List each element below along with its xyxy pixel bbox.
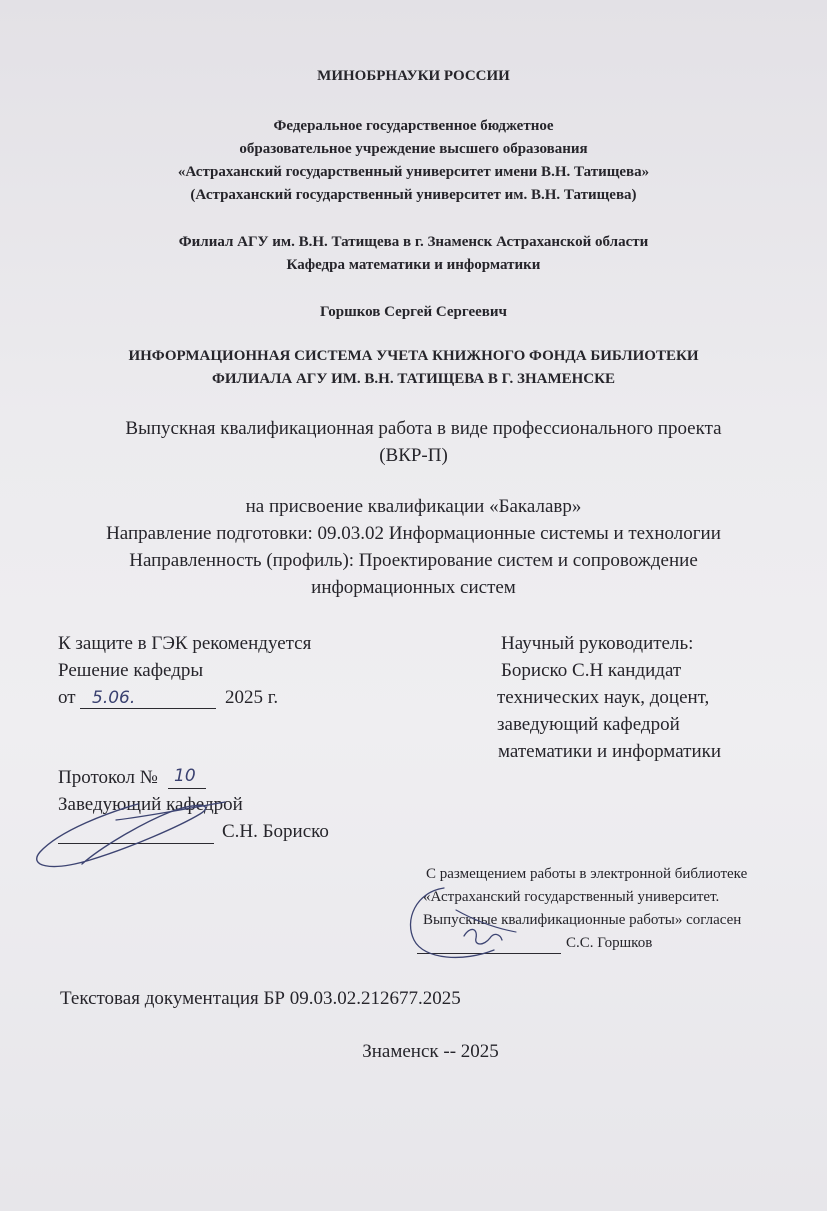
supervisor-line-5: математики и информатики bbox=[498, 741, 722, 762]
branch-name: Филиал АГУ им. В.Н. Татищева в г. Знаменск Астраханской области bbox=[178, 234, 649, 250]
supervisor-line-3: технических наук, доцент, bbox=[497, 687, 710, 708]
supervisor-line-2: Бориско С.Н кандидат bbox=[501, 660, 682, 681]
consent-line-1: С размещением работы в электронной библиотеке bbox=[426, 866, 748, 882]
head-signature bbox=[20, 790, 240, 880]
protocol-underline bbox=[168, 788, 206, 789]
department-name: Кафедра математики и информатики bbox=[286, 257, 541, 273]
thesis-title-line-2: ФИЛИАЛА АГУ ИМ. В.Н. ТАТИЩЕВА В Г. ЗНАМЕНСКЕ bbox=[211, 371, 615, 387]
ministry-heading: МИНОБРНАУКИ РОССИИ bbox=[317, 68, 510, 84]
consent-line-2: «Астраханский государственный университет. bbox=[423, 889, 720, 905]
consent-author-name: С.С. Горшков bbox=[566, 935, 653, 951]
city-year: Знаменск -- 2025 bbox=[362, 1041, 499, 1062]
study-direction: Направление подготовки: 09.03.02 Информационные системы и технологии bbox=[106, 523, 721, 544]
protocol-label: Протокол № bbox=[58, 767, 158, 788]
profile-line-2: информационных систем bbox=[311, 577, 516, 598]
head-name: С.Н. Бориско bbox=[222, 821, 329, 842]
author-signature bbox=[404, 880, 524, 970]
date-underline bbox=[80, 708, 216, 709]
recommend-label: К защите в ГЭК рекомендуется bbox=[58, 633, 312, 654]
head-title: Заведующий кафедрой bbox=[58, 794, 243, 815]
org-line-3: «Астраханский государственный университет имени В.Н. Татищева» bbox=[177, 164, 650, 180]
supervisor-heading: Научный руководитель: bbox=[501, 633, 694, 654]
author-name: Горшков Сергей Сергеевич bbox=[320, 304, 507, 320]
work-type-line-2: (ВКР-П) bbox=[379, 445, 448, 466]
org-line-4: (Астраханский государственный университет им. В.Н. Татищева) bbox=[190, 187, 637, 203]
handwritten-protocol-number: 10 bbox=[174, 766, 196, 786]
date-prefix: от bbox=[58, 687, 76, 708]
consent-line-3: Выпускные квалификационные работы» согласен bbox=[423, 912, 742, 928]
date-year: 2025 г. bbox=[225, 687, 279, 708]
thesis-title-line-1: ИНФОРМАЦИОННАЯ СИСТЕМА УЧЕТА КНИЖНОГО ФОНДА БИБЛИОТЕКИ bbox=[128, 348, 699, 364]
handwritten-date: 5.06. bbox=[92, 688, 136, 708]
profile-line-1: Направленность (профиль): Проектирование систем и сопровождение bbox=[129, 550, 698, 571]
org-line-1: Федеральное государственное бюджетное bbox=[273, 118, 554, 134]
work-type-line-1: Выпускная квалификационная работа в виде профессионального проекта bbox=[125, 418, 722, 439]
supervisor-line-4: заведующий кафедрой bbox=[497, 714, 680, 735]
decision-label: Решение кафедры bbox=[58, 660, 204, 681]
doc-number: Текстовая документация БР 09.03.02.212677.2025 bbox=[60, 988, 461, 1009]
org-line-2: образовательное учреждение высшего образования bbox=[239, 141, 588, 157]
qualification: на присвоение квалификации «Бакалавр» bbox=[245, 496, 582, 517]
